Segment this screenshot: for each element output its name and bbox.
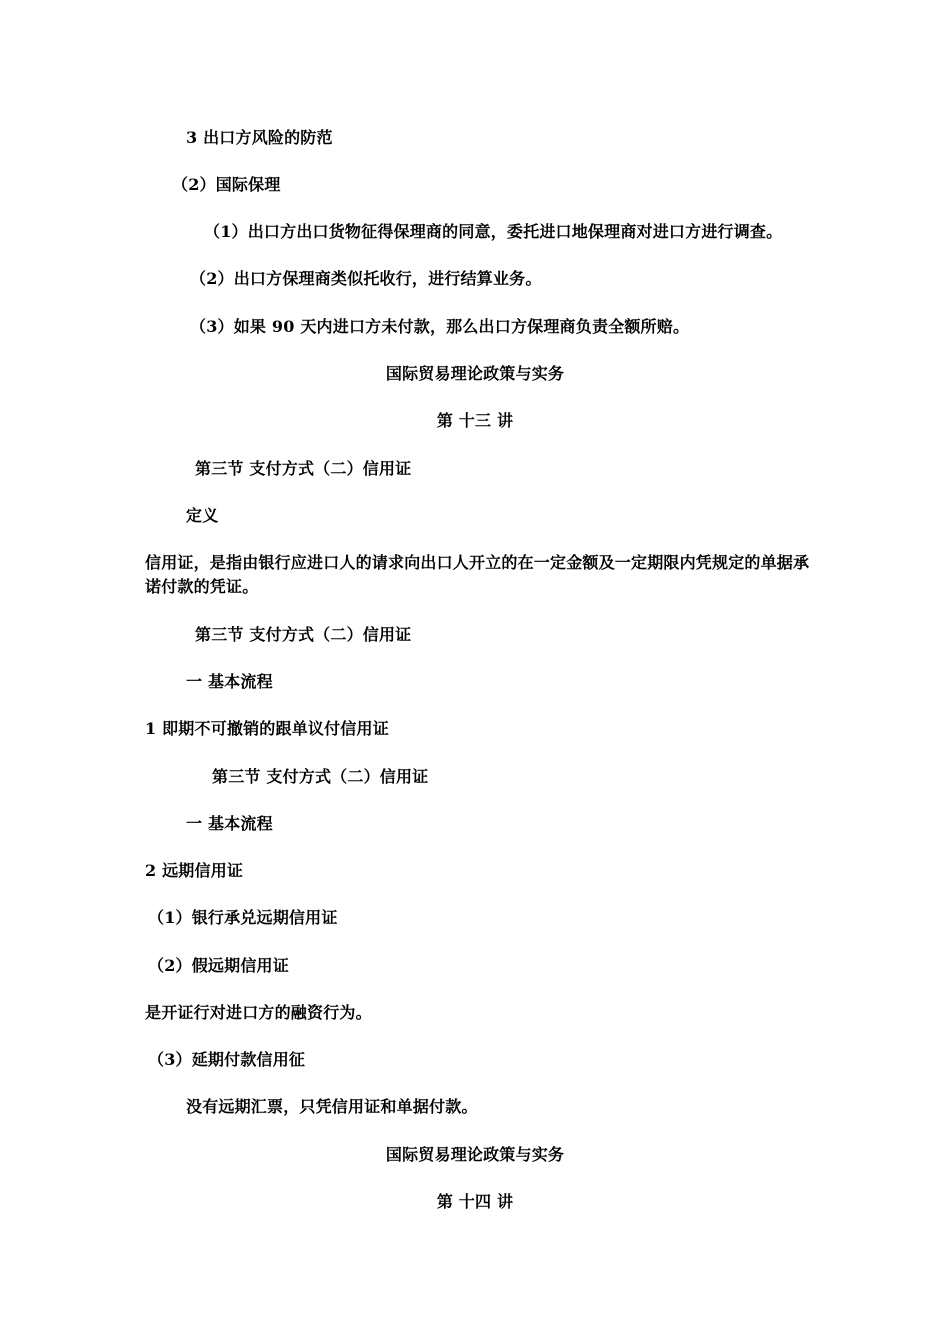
heading-international-factoring: （2）国际保理 xyxy=(172,175,281,194)
usance-item-2-note: 是开证行对进口方的融资行为。 xyxy=(145,1003,372,1022)
lecture-number: 第 十三 讲 xyxy=(436,411,514,430)
usance-item-3: （3）延期付款信用征 xyxy=(148,1050,306,1069)
course-title: 国际贸易理论政策与实务 xyxy=(385,364,565,383)
factoring-item-3: （3）如果 90 天内进口方未付款，那么出口方保理商负责全额所赔。 xyxy=(190,317,690,336)
lecture-number: 第 十四 讲 xyxy=(436,1192,514,1211)
heading-exporter-risk-prevention: 3 出口方风险的防范 xyxy=(186,128,333,147)
usance-item-3-note: 没有远期汇票，只凭信用证和单据付款。 xyxy=(186,1097,478,1116)
section-heading: 第三节 支付方式（二）信用证 xyxy=(212,767,429,786)
subheading-basic-process: 一 基本流程 xyxy=(186,814,273,833)
item-sight-lc: 1 即期不可撤销的跟单议付信用证 xyxy=(145,719,389,738)
definition-heading: 定义 xyxy=(186,506,219,525)
subheading-basic-process: 一 基本流程 xyxy=(186,672,273,691)
definition-paragraph: 信用证，是指由银行应进口人的请求向出口人开立的在一定金额及一定期限内凭规定的单据承诺付款的凭证。 xyxy=(145,553,810,596)
course-title: 国际贸易理论政策与实务 xyxy=(385,1145,565,1164)
usance-item-2: （2）假远期信用证 xyxy=(148,956,289,975)
factoring-item-1: （1）出口方出口货物征得保理商的同意，委托进口地保理商对进口方进行调查。 xyxy=(204,222,783,241)
factoring-item-2: （2）出口方保理商类似托收行，进行结算业务。 xyxy=(190,269,542,288)
section-heading: 第三节 支付方式（二）信用证 xyxy=(195,459,412,478)
item-usance-lc: 2 远期信用证 xyxy=(145,861,244,880)
usance-item-1: （1）银行承兑远期信用证 xyxy=(148,908,338,927)
section-heading: 第三节 支付方式（二）信用证 xyxy=(195,625,412,644)
